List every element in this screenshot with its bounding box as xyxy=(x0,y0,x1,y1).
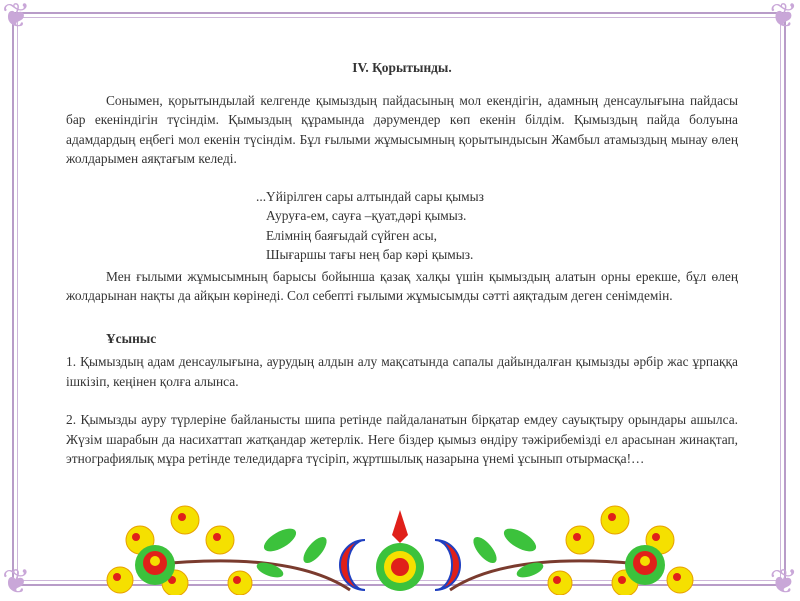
poem-line: Ауруға-ем, сауға –қуат,дәрі қымыз. xyxy=(266,208,467,223)
corner-flourish-icon: ❦ xyxy=(769,0,798,35)
poem xyxy=(66,187,738,265)
closing-paragraph: Мен ғылыми жұмысымның барысы бойынша қазақ халқы үшін қымыздың алатын орны ерекше, бұл өлең жолдарынан нақты да айқын көрінеді. Сол себепті ғылыми жұмысымды сәтті аяқтадым деген сенімдемін. xyxy=(66,268,738,303)
recommendation-item: 2. Қымызды ауру түрлеріне байланысты шипа ретінде пайдаланатын бірқатар емдеу сауықтыру орындары ашылса. Жүзім шарабын да насихаттап жатқандар жетерлік. Неге біздер қымыз өндіру тәжірибемізді ел арасынан жинақтап, этнографиялық мұра ретінде теледидарға түсіріп, жұртшылық назарына үнемі ұсынып отырмасқа!… xyxy=(66,412,738,466)
recommendation-heading: Ұсыныс xyxy=(106,330,157,346)
recommendation-item: 1. Қымыздың адам денсаулығына, аурудың алдын алу мақсатында сапалы дайындалған қымызды әрбір жас ұрпаққа ішкізіп, кеңінен қолға алынса. xyxy=(66,354,738,389)
conclusion-paragraph: Сонымен, қорытындылай келгенде қымыздың пайдасының мол екендігін, адамның денсаулығына пайдасы бар екеніндігін түсіндім. Қымыздың құрамында дәрумендер көп екенін білдім. Қымыздың пайда болуына адамдардың еңбегі мол екенін түсіндім. Бұл ғылыми жұмысымның қорытындысын Жамбыл атамыздың мынау өлең жолдарымен аяқтағым келеді. xyxy=(66,92,738,166)
document-body xyxy=(66,58,738,469)
poem-line: ...Үйірілген сары алтындай сары қымыз xyxy=(256,188,484,204)
poem-line: Шығаршы тағы нең бар кәрі қымыз. xyxy=(266,247,474,262)
poem-line: Елімнің баяғыдай сүйген асы, xyxy=(266,227,437,243)
section-title: IV. Қорытынды. xyxy=(352,60,452,75)
corner-flourish-icon: ❦ xyxy=(2,0,31,35)
corner-flourish-icon: ❦ xyxy=(2,564,31,601)
corner-flourish-icon: ❦ xyxy=(769,564,798,601)
floral-ornament xyxy=(90,495,710,595)
